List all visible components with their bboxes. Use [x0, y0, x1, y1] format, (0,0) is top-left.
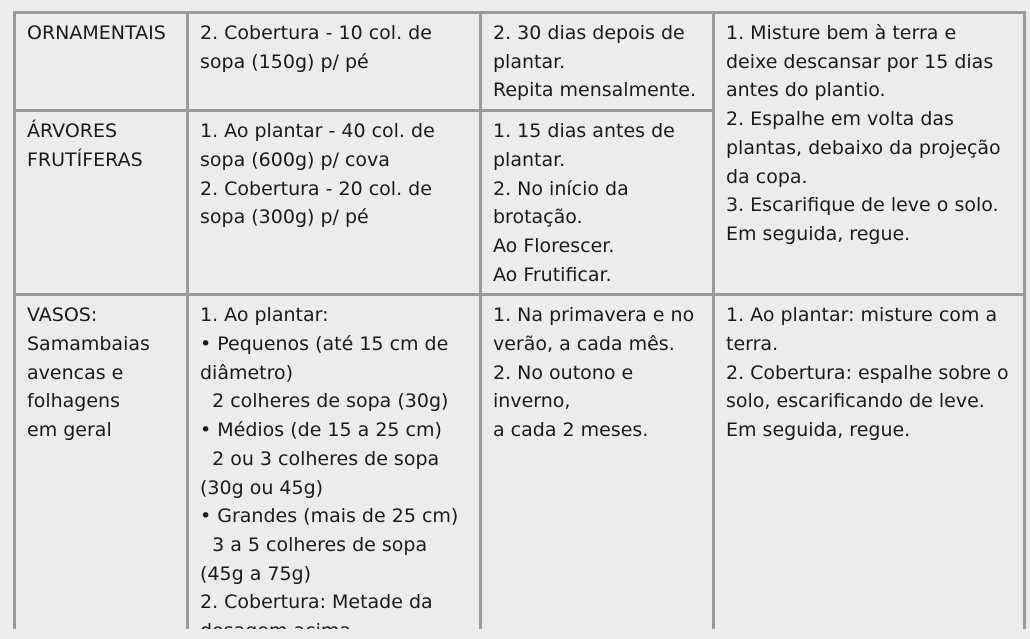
timing-cell: [481, 295, 714, 639]
cell-line: 2. Espalhe em volta das: [726, 108, 954, 131]
cell-line: Samambaias: [27, 333, 150, 356]
cell-line: plantar.: [493, 148, 566, 171]
cell-line: FRUTÍFERAS: [27, 148, 143, 171]
cell-line: sopa (150g) p/ pé: [200, 50, 369, 73]
cell-line: plantas, debaixo da projeção: [726, 136, 1001, 159]
cell-line: • Grandes (mais de 25 cm): [200, 505, 459, 528]
cell-line: 2. Cobertura - 20 col. de: [200, 177, 432, 200]
cell-line: (30g ou 45g): [200, 476, 324, 499]
cell-line: • Pequenos (até 15 cm de: [200, 333, 449, 356]
timing-cell: [481, 13, 714, 111]
cell-line: plantar.: [493, 50, 566, 73]
cell-line: Ao Florescer.: [493, 234, 615, 257]
cell-line: antes do plantio.: [726, 79, 886, 102]
cell-line: em geral: [27, 419, 112, 442]
cell-line: Em seguida, regue.: [726, 222, 911, 245]
cell-line: Repita mensalmente.: [493, 79, 696, 102]
cell-line: 1. 15 dias antes de: [493, 120, 675, 143]
cell-line: diâmetro): [200, 361, 294, 384]
cell-line: 1. Na primavera e no: [493, 304, 695, 327]
cell-line: 3. Escarifique de leve o solo.: [726, 194, 999, 217]
fertilizer-dosage-table: [13, 11, 1026, 639]
cell-line: 2. 30 dias depois de: [493, 22, 685, 44]
cell-line: solo, escarificando de leve.: [726, 390, 985, 413]
cell-line: ÁRVORES: [27, 120, 118, 143]
table-row: [15, 13, 1025, 111]
dosage-cell: [188, 111, 481, 295]
table-row: [15, 295, 1025, 639]
cell-line: 1. Misture bem à terra e: [726, 22, 957, 44]
cell-line: 3 a 5 colheres de sopa: [200, 533, 428, 556]
cell-line: (45g a 75g): [200, 562, 312, 585]
cell-line: inverno,: [493, 390, 571, 413]
cell-line: 2. Cobertura: espalhe sobre o: [726, 361, 1009, 384]
plant-category-cell: [15, 295, 188, 639]
cell-line: a cada 2 meses.: [493, 419, 649, 442]
cell-line: 2. Cobertura - 10 col. de: [200, 22, 432, 44]
cell-line: 2 colheres de sopa (30g): [200, 390, 449, 413]
page-bottom-margin: [0, 629, 1030, 639]
application-method-cell: [714, 13, 1025, 295]
cell-line: da copa.: [726, 165, 808, 188]
dosage-cell: [188, 295, 481, 639]
cell-line: avencas e: [27, 361, 124, 384]
cell-line: 1. Ao plantar: misture com a: [726, 304, 998, 327]
plant-category-cell: [15, 13, 188, 111]
cell-line: 2. No outono e: [493, 361, 634, 384]
cell-line: folhagens: [27, 390, 120, 413]
cell-line: ORNAMENTAIS: [27, 22, 166, 44]
cell-line: deixe descansar por 15 dias: [726, 50, 994, 73]
cell-line: terra.: [726, 333, 779, 356]
cell-line: Ao Frutificar.: [493, 263, 612, 286]
cell-line: 1. Ao plantar - 40 col. de: [200, 120, 435, 143]
cell-line: 2. No início da: [493, 177, 629, 200]
cell-line: brotação.: [493, 206, 583, 229]
cell-line: sopa (600g) p/ cova: [200, 148, 390, 171]
application-method-cell: [714, 295, 1025, 639]
cell-line: sopa (300g) p/ pé: [200, 206, 369, 229]
cell-line: 1. Ao plantar:: [200, 304, 329, 327]
timing-cell: [481, 111, 714, 295]
plant-category-cell: [15, 111, 188, 295]
cell-line: verão, a cada mês.: [493, 333, 675, 356]
cell-line: 2 ou 3 colheres de sopa: [200, 447, 440, 470]
cell-line: Em seguida, regue.: [726, 419, 911, 442]
cell-line: • Médios (de 15 a 25 cm): [200, 419, 442, 442]
dosage-cell: [188, 13, 481, 111]
cell-line: 2. Cobertura: Metade da: [200, 591, 433, 614]
cell-line: VASOS:: [27, 304, 98, 327]
